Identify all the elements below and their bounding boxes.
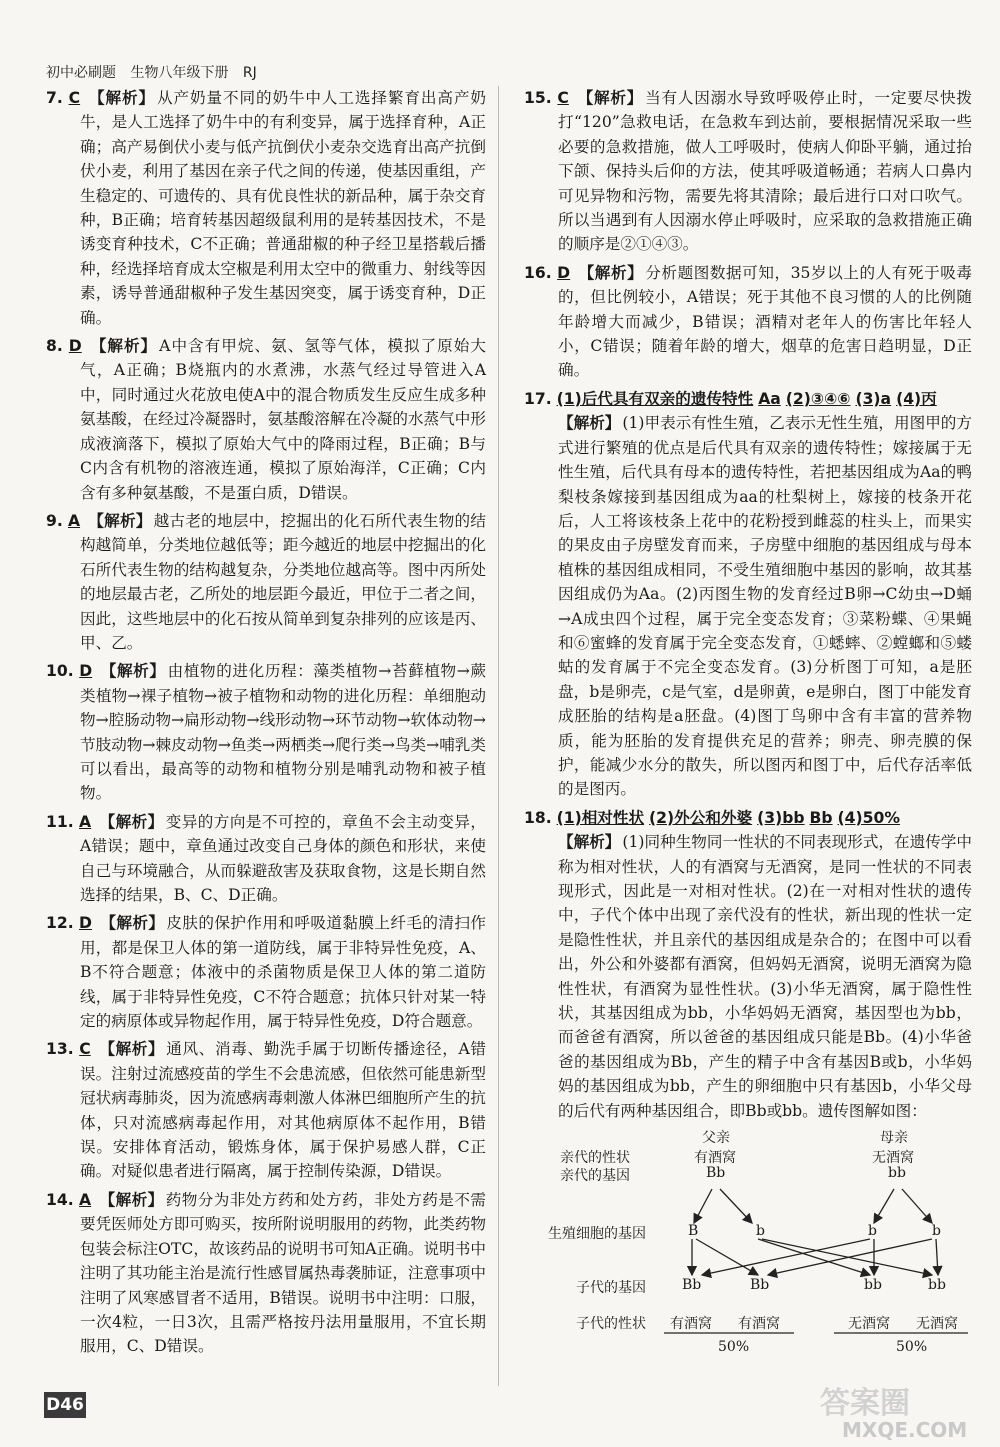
series-title: 初中必刷题 xyxy=(46,65,116,81)
percent-right: 50% xyxy=(896,1339,928,1356)
row-gene-label: 亲代的基因 xyxy=(560,1168,630,1185)
arrow-mother-b2 xyxy=(902,1189,932,1223)
question-18 xyxy=(524,806,972,1123)
page-number: D46 xyxy=(44,1392,86,1418)
answer-4: (4)50% xyxy=(837,808,900,827)
question-item xyxy=(524,86,972,257)
analysis-text: (1)甲表示有性生殖，乙表示无性生殖，用图甲的方式进行繁殖的优点是后代具有双亲的遗传特性；嫁接属于无性生殖，后代具有母本的遗传特性，若把基因组成为Aa的鸭梨枝条嫁接到基因组成为aa的杜梨树上，嫁接的枝条开花后，人工将该枝条上花中的花粉授到雌蕊的柱头上，而果实的果皮由子房壁发育而来，子房壁中细胞的基因组成与母本植株的基因组成相同，不受生殖细胞中基因的影响，故其基因组成仍为Aa。(2)丙图生物的发育经过B卵→C幼虫→D蛹→A成虫四个过程，属于完全变态发育；③菜粉蝶、④果蝇和⑥蜜蜂的发育属于完全变态发育，①蟋蟀、②螳螂和⑤蝼蛄的发育属于不完全变态发育。(3)分析图丁可知，a是胚盘，b是卵壳，c是气室，d是卵黄，e是卵白，图丁中能发育成胚胎的结构是a胚盘。(4)图丁鸟卵中含有丰富的营养物质，能为胚胎的发育提供充足的营养；卵壳、卵壳膜的保护，能减少水分的散失，所以图丙和图丁中，后代存活率低的是图丙。 xyxy=(558,414,972,799)
analysis-tag: 【解析】 xyxy=(88,511,152,530)
answer-letter: A xyxy=(67,511,81,530)
question-number: 7. xyxy=(46,89,63,107)
analysis-tag: 【解析】 xyxy=(100,662,166,681)
germ-b1: b xyxy=(756,1223,765,1240)
question-number: 15. xyxy=(524,89,552,107)
row-germ-label: 生殖细胞的基因 xyxy=(548,1226,646,1243)
question-number: 12. xyxy=(46,914,74,933)
question-number: 17. xyxy=(524,389,552,408)
right-column xyxy=(524,86,972,1377)
right-items xyxy=(524,86,972,383)
answer-3: (3)a xyxy=(855,389,892,408)
question-item xyxy=(46,659,486,805)
edition-label: RJ xyxy=(242,65,257,81)
question-number: 11. xyxy=(46,812,74,831)
child-gene-4: bb xyxy=(928,1277,946,1294)
question-number: 9. xyxy=(46,511,63,530)
analysis-tag: 【解析】 xyxy=(99,914,165,933)
father-trait: 有酒窝 xyxy=(694,1150,736,1167)
child-trait-3: 无酒窝 xyxy=(848,1316,890,1333)
question-item xyxy=(46,1188,486,1359)
answer-2: (2)③④⑥ xyxy=(785,389,851,408)
analysis-text: 通风、消毒、勤洗手属于切断传播途径，A错误。注射过流感疫苗的学生不会患流感，但依然可能患新型冠状病毒肺炎，因为流感病毒刺激人体淋巴细胞所产生的抗体，只对流感病毒起作用，对其他病原体不起作用，B错误。安排体育活动，锻炼身体，属于保护易感人群，C正确。对疑似患者进行隔离，属于控制传染源，D错误。 xyxy=(80,1040,486,1181)
analysis-text: 分析题图数据可知，35岁以上的人有死于吸毒的，但比例较小，A错误；死于其他不良习惯的人的比例随年龄增大而减少，B错误；酒精对老年人的伤害比年轻人小，C错误；随着年龄的增大，烟草的危害日趋明显，D正确。 xyxy=(558,263,972,380)
answer-1b: Aa xyxy=(758,389,781,408)
percent-left: 50% xyxy=(718,1339,750,1356)
answer-letter: C xyxy=(68,89,81,107)
question-number: 13. xyxy=(46,1040,74,1059)
analysis-text: 从产奶量不同的奶牛中人工选择繁育出高产奶牛，是人工选择了奶牛中的有利变异，属于选择育种，A正确；高产易倒伏小麦与低产抗倒伏小麦杂交选育出高产抗倒伏小麦，利用了基因在亲子代之间的传递，使基因重组，产生稳定的、可遗传的、具有优良性状的新品种，属于杂交育种，B正确；培育转基因超级鼠利用的是转基因技术，不是诱变育种技术，C不正确；普通甜椒的种子经卫星搭载后播种，经选择培育成太空椒是利用太空中的微重力、射线等因素，诱导普通甜椒种子发生基因突变，属于诱变育种，D正确。 xyxy=(80,89,486,327)
analysis-text: 皮肤的保护作用和呼吸道黏膜上纤毛的清扫作用，都是保卫人体的第一道防线，属于非特异性免疫，A、B不符合题意；体液中的杀菌物质是保卫人体的第二道防线，属于非特异性免疫，C不符合题意；抗体只针对某一特定的病原体或异物起作用，属于特异性免疫，D符合题意。 xyxy=(80,914,486,1031)
analysis-tag: 【解析】 xyxy=(99,1190,164,1209)
question-item xyxy=(524,261,972,383)
analysis-text: 越古老的地层中，挖掘出的化石所代表生物的结构越简单，分类地位越低等；距今越近的地层中挖掘出的化石所代表生物的结构越复杂，分类地位越高等。图中丙所处的地层最古老，乙所处的地层距今最近，甲位于二者之间，因此，这些地层中的化石按从简单到复杂排列的应该是丙、甲、乙。 xyxy=(80,511,486,652)
answer-1: (1)相对性状 xyxy=(556,808,645,827)
arrow-mother-b1 xyxy=(874,1189,894,1223)
answer-letter: A xyxy=(79,1190,92,1209)
answer-4: (4)丙 xyxy=(896,389,937,408)
germ-b3: b xyxy=(932,1223,941,1240)
child-trait-1: 有酒窝 xyxy=(670,1316,712,1333)
row-trait-label: 亲代的性状 xyxy=(560,1150,630,1167)
question-number: 10. xyxy=(46,662,74,681)
analysis-tag: 【解析】 xyxy=(578,263,644,282)
analysis-tag: 【解析】 xyxy=(558,833,621,852)
analysis-text: A中含有甲烷、氨、氢等气体，模拟了原始大气，A正确；B烧瓶内的水煮沸，水蒸气经过导管进入A中，同时通过火花放电使A中的混合物质发生反应生成多种氨基酸，在经过冷凝器时，氨基酸溶解在冷凝的水蒸气中形成液滴落下，模拟了原始大气中的降雨过程，B正确；B与C内含有机物的溶液连通，模拟了原始海洋，C正确；C内含有多种氨基酸，不是蛋白质，D错误。 xyxy=(80,337,486,502)
answer-letter: D xyxy=(68,337,82,356)
question-number: 8. xyxy=(46,337,63,356)
answer-2: (2)外公和外婆 xyxy=(649,808,753,827)
answer-letter: D xyxy=(79,662,93,681)
analysis-tag: 【解析】 xyxy=(98,1040,165,1059)
answer-letter: C xyxy=(557,89,569,107)
question-item xyxy=(46,911,486,1033)
answer-3: (3)bb xyxy=(757,808,805,827)
analysis-text: (1)同种生物同一性状的不同表现形式，在遗传学中称为相对性状，人的有酒窝与无酒窝，是同一性状的不同表现形式，因此是一对相对性状。(2)在一对相对性状的遗传中，子代个体中出现了亲代没有的性状，新出现的性状一定是隐性性状，并且亲代的基因组成是杂合的；在图中可以看出，外公和外婆都有酒窝，但妈妈无酒窝，说明无酒窝为隐性性状，有酒窝为显性性状。(3)小华无酒窝，属于隐性性状，其基因组成为bb，小华妈妈无酒窝，基因型也为bb，而爸爸有酒窝，所以爸爸的基因组成只能是Bb。(4)小华爸爸的基因组成为Bb，产生的精子中含有基因B或b，小华妈妈的基因组成为bb，产生的卵细胞中只有基因b，小华父母的后代有两种基因组合，即Bb或bb。遗传图解如图： xyxy=(558,833,972,1120)
analysis-tag: 【解析】 xyxy=(99,812,164,831)
question-item xyxy=(46,509,486,655)
watermark-url: MXQE.COM xyxy=(842,1418,968,1442)
mother-label: 母亲 xyxy=(880,1130,908,1147)
mother-gene: bb xyxy=(888,1165,906,1182)
arrow-father-B xyxy=(694,1189,712,1223)
watermark-logo: 答案圈 xyxy=(820,1386,910,1421)
answer-letter: A xyxy=(79,812,92,831)
inheritance-diagram xyxy=(524,1127,972,1377)
child-trait-4: 无酒窝 xyxy=(916,1316,958,1333)
child-gene-2: Bb xyxy=(750,1277,770,1294)
question-number: 14. xyxy=(46,1190,74,1209)
question-number: 16. xyxy=(524,263,552,282)
analysis-tag: 【解析】 xyxy=(576,89,644,107)
analysis-text: 变异的方向是不可控的，章鱼不会主动变异，A错误；题中，章鱼通过改变自己身体的颜色和形状，来使自己与环境融合，从而躲避敌害及获取食物，这是长期自然选择的结果，B、C、D正确。 xyxy=(80,812,486,904)
arrow-mb2-bb2 xyxy=(936,1239,938,1275)
child-gene-3: bb xyxy=(864,1277,882,1294)
question-number: 18. xyxy=(524,808,552,827)
analysis-tag: 【解析】 xyxy=(88,89,155,107)
analysis-text: 由植物的进化历程：藻类植物→苔藓植物→蕨类植物→裸子植物→被子植物和动物的进化历程：单细胞动物→腔肠动物→扁形动物→线形动物→环节动物→软体动物→节肢动物→棘皮动物→鱼类→两栖类→爬行类→鸟类→哺乳类可以看出，最高等的动物和植物分别是哺乳动物和被子植物。 xyxy=(80,662,486,803)
child-trait-2: 有酒窝 xyxy=(738,1316,780,1333)
germ-b2: b xyxy=(868,1223,877,1240)
answer-letter: D xyxy=(79,914,92,933)
answer-letter: D xyxy=(557,263,571,282)
father-gene: Bb xyxy=(706,1165,726,1182)
question-item xyxy=(46,810,486,908)
analysis-tag: 【解析】 xyxy=(558,414,621,433)
analysis-tag: 【解析】 xyxy=(89,337,158,356)
mother-trait: 无酒窝 xyxy=(872,1150,914,1167)
analysis-text: 当有人因溺水导致呼吸停止时，一定要尽快拨打“120”急救电话，在急救车到达前，要根据情况采取一些必要的急救措施，做人工呼吸时，使病人仰卧平躺，通过抬下颌、保持头后仰的方法，使其呼吸道畅通；若病人口鼻内可见异物和污物，需要先将其清除；最后进行口对口吹气。所以当遇到有人因溺水停止呼吸时，应采取的急救措施正确的顺序是②①④③。 xyxy=(558,89,972,254)
book-title: 生物八年级下册 xyxy=(130,65,229,81)
question-17 xyxy=(524,387,972,802)
analysis-text: 药物分为非处方药和处方药，非处方药是不需要凭医师处方即可购买，按所附说明服用的药物，此类药物包装会标注OTC，故该药品的说明书可知A正确。说明书中注明了其功能主治是流行性感冒属热毒袭肺证，注意事项中注明了风寒感冒者不适用，B错误。说明书中注明：口服，一次4粒，一日3次，且需严格按丹法用量服用，不宜长期服用，C、D错误。 xyxy=(80,1190,486,1356)
answer-letter: C xyxy=(79,1040,91,1059)
arrow-b-bb1 xyxy=(758,1239,870,1275)
question-item xyxy=(46,1037,486,1183)
column-divider xyxy=(498,86,499,1386)
question-item xyxy=(46,334,486,505)
child-gene-1: Bb xyxy=(682,1277,702,1294)
row-child-gene-label: 子代的基因 xyxy=(576,1280,646,1297)
arrow-father-b xyxy=(720,1189,752,1223)
page-header xyxy=(46,62,267,82)
father-label: 父亲 xyxy=(702,1130,730,1147)
germ-B: B xyxy=(688,1223,699,1240)
left-column xyxy=(46,86,486,1363)
row-child-trait-label: 子代的性状 xyxy=(576,1316,646,1333)
question-item xyxy=(46,86,486,330)
answer-3b: Bb xyxy=(809,808,833,827)
answer-1: (1)后代具有双亲的遗传特性 xyxy=(556,389,754,408)
